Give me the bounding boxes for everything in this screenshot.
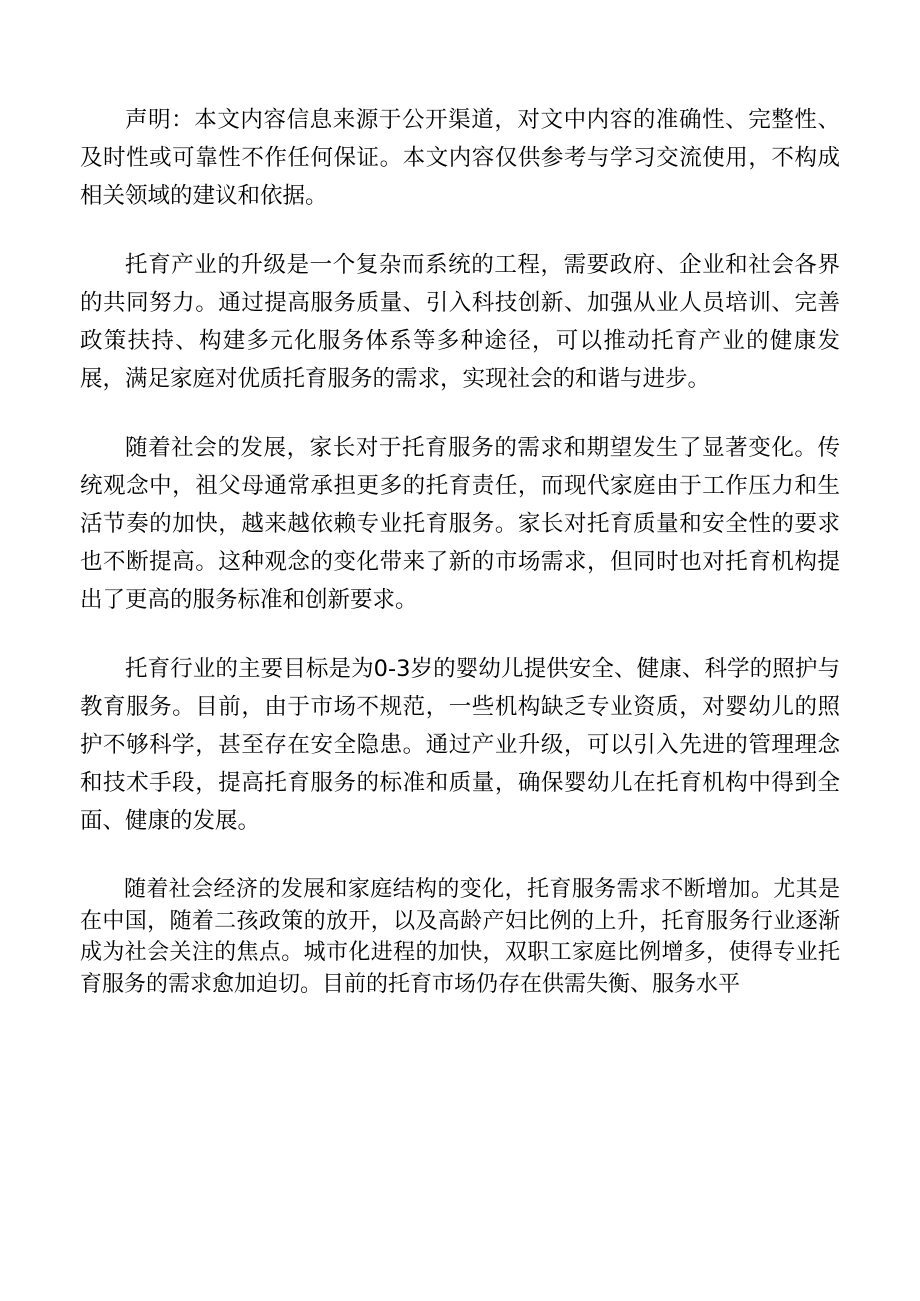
body-paragraph-1: 托育产业的升级是一个复杂而系统的工程，需要政府、企业和社会各界的共同努力。通过提高服务质量、引入科技创新、加强从业人员培训、完善政策扶持、构建多元化服务体系等多种途径，可以推动托育产业的健康发展，满足家庭对优质托育服务的需求，实现社会的和谐与进步。 xyxy=(80,252,840,392)
disclaimer-paragraph: 声明：本文内容信息来源于公开渠道，对文中内容的准确性、完整性、及时性或可靠性不作任何保证。本文内容仅供参考与学习交流使用，不构成相关领域的建议和依据。 xyxy=(80,107,840,209)
body-paragraph-3: 托育行业的主要目标是为0-3岁的婴幼儿提供安全、健康、科学的照护与教育服务。目前，由于市场不规范，一些机构缺乏专业资质，对婴幼儿的照护不够科学，甚至存在安全隐患。通过产业升级，可以引入先进的管理理念和技术手段，提高托育服务的标准和质量，确保婴幼儿在托育机构中得到全面、健康的发展。 xyxy=(80,656,840,834)
body-paragraph-2: 随着社会的发展，家长对于托育服务的需求和期望发生了显著变化。传统观念中，祖父母通常承担更多的托育责任，而现代家庭由于工作压力和生活节奏的加快，越来越依赖专业托育服务。家长对托育质量和安全性的要求也不断提高。这种观念的变化带来了新的市场需求，但同时也对托育机构提出了更高的服务标准和创新要求。 xyxy=(80,435,840,613)
document-body xyxy=(80,101,840,1000)
body-paragraph-4: 随着社会经济的发展和家庭结构的变化，托育服务需求不断增加。尤其是在中国，随着二孩政策的放开，以及高龄产妇比例的上升，托育服务行业逐渐成为社会关注的焦点。城市化进程的加快，双职工家庭比例增多，使得专业托育服务的需求愈加迫切。目前的托育市场仍存在供需失衡、服务水平 xyxy=(80,877,840,997)
